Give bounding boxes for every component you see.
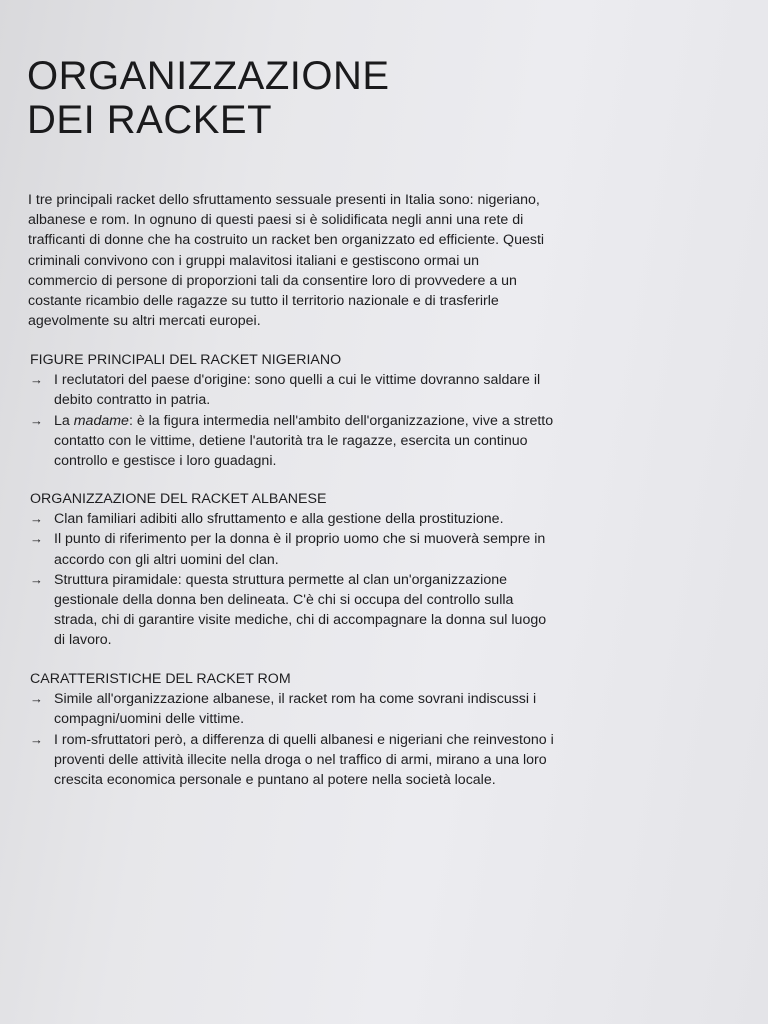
- list-item-text: Struttura piramidale: questa struttura permette al clan un'organizzazione gestionale della donna ben delineata. C'è chi si occupa del controllo sulla strada, chi di garantire visite mediche, chi di accompagnare la donna sul luogo di lavoro.: [54, 571, 547, 649]
- section-nigerian-racket: [30, 350, 560, 471]
- list-item-text: Simile all'organizzazione albanese, il racket rom ha come sovrani indiscussi i compagni/uomini delle vittime.: [54, 691, 537, 728]
- list-item-prefix: La: [54, 412, 74, 429]
- list-item-text: Il punto di riferimento per la donna è il proprio uomo che si muoverà sempre in accordo con gli altri uomini del clan.: [54, 531, 546, 568]
- arrow-right-icon: →: [30, 412, 43, 428]
- arrow-right-icon: →: [30, 372, 43, 388]
- section-heading: FIGURE PRINCIPALI DEL RACKET NIGERIANO: [30, 352, 342, 368]
- section-heading: CARATTERISTICHE DEL RACKET ROM: [30, 671, 291, 687]
- arrow-right-icon: →: [30, 531, 43, 547]
- section-rom-racket: [30, 669, 560, 790]
- list-item: [30, 509, 560, 529]
- list-item-text: Clan familiari adibiti allo sfruttamento e alla gestione della prostituzione.: [54, 511, 504, 528]
- list-item: [30, 689, 560, 729]
- arrow-right-icon: →: [30, 511, 43, 527]
- list-item: [30, 730, 560, 791]
- intro-paragraph: I tre principali racket dello sfruttamento sessuale presenti in Italia sono: nigeriano, albanese e rom. In ognuno di questi paesi si è solidificata negli anni una rete di trafficanti di donne che ha costruito un racket ben organizzato ed efficiente. Questi criminali convivono con i gruppi malavitosi italiani e gestiscono ormai un commercio di persone di proporzioni tali da consentire loro di provvedere a un costante ricambio delle ragazze su tutto il territorio nazionale e di trasferirle agevolmente su altri mercati europei.: [28, 192, 545, 330]
- list-item-text: I reclutatori del paese d'origine: sono quelli a cui le vittime dovranno saldare il debito contratto in patria.: [54, 372, 541, 409]
- bullet-list: [30, 509, 560, 650]
- section-heading: ORGANIZZAZIONE DEL RACKET ALBANESE: [30, 491, 327, 507]
- title-line-2: DEI RACKET: [27, 98, 273, 142]
- arrow-right-icon: →: [30, 571, 43, 587]
- list-item-emphasis: madame: [73, 412, 129, 429]
- list-item: [30, 411, 560, 472]
- arrow-right-icon: →: [30, 731, 43, 747]
- list-item: [30, 529, 560, 569]
- list-item: [30, 370, 560, 410]
- list-item: [30, 570, 560, 651]
- bullet-list: [30, 370, 560, 471]
- title-line-1: ORGANIZZAZIONE: [27, 54, 390, 98]
- arrow-right-icon: →: [30, 691, 43, 707]
- bullet-list: [30, 689, 560, 790]
- list-item-text: I rom-sfruttatori però, a differenza di quelli albanesi e nigeriani che reinvestono i proventi delle attività illecite nella droga o nel traffico di armi, mirano a una loro crescita economica personale e puntano al potere nella società locale.: [54, 731, 554, 789]
- section-albanian-racket: [30, 489, 560, 651]
- page-title: [27, 54, 390, 142]
- list-item-text: : è la figura intermedia nell'ambito dell'organizzazione, vive a stretto contatto con le vittime, detiene l'autorità tra le ragazze, esercita un continuo controllo e gestisce i loro guadagni.: [54, 412, 554, 470]
